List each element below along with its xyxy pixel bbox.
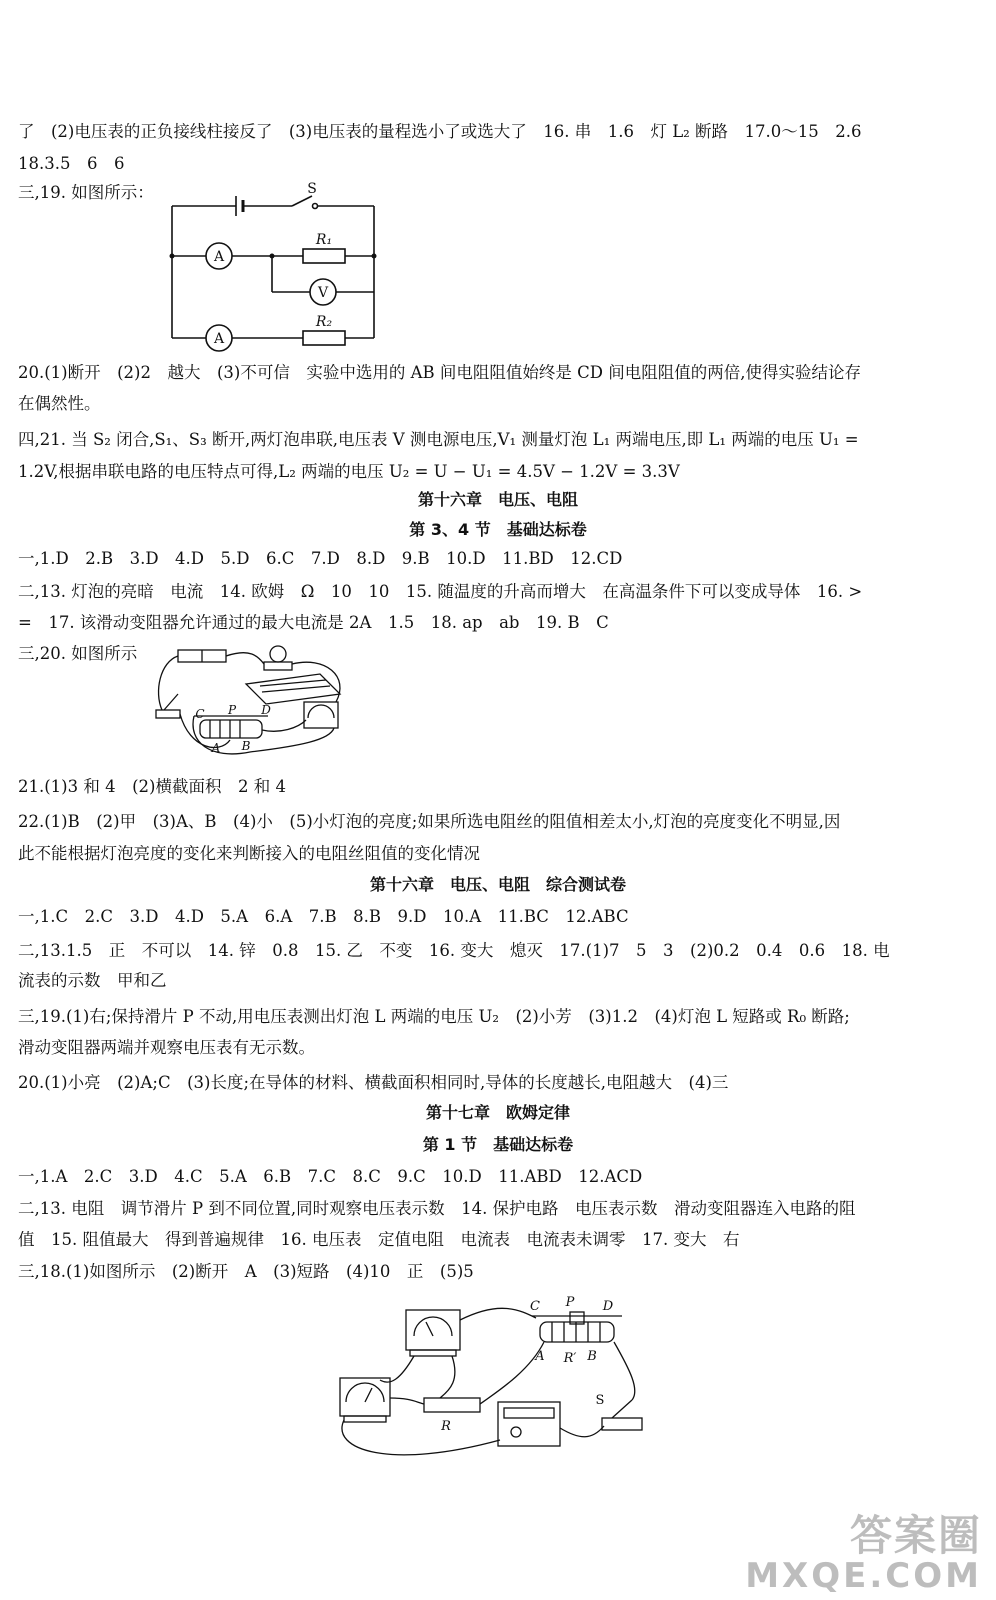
watermark-logo-text: 答案圈 xyxy=(849,1511,982,1560)
terminal-b-label: B xyxy=(587,1349,597,1364)
rheostat-rprime-label: R′ xyxy=(563,1351,577,1366)
apparatus-figure-18 xyxy=(330,1290,660,1480)
section-heading: 第 3、4 节 基础达标卷 xyxy=(409,520,587,539)
circuit-diagram-19 xyxy=(160,176,390,356)
chapter-heading: 第十六章 电压、电阻 综合测试卷 xyxy=(369,875,626,894)
answer-line: 三,19. 如图所示： xyxy=(18,183,154,202)
watermark xyxy=(745,1511,982,1596)
answer-line: 一,1.C 2.C 3.D 4.D 5.A 6.A 7.B 8.B 9.D 10.A 11.BC 12.ABC xyxy=(18,907,629,926)
answer-line: 22.(1)B (2)甲 (3)A、B (4)小 (5)小灯泡的亮度;如果所选电阻丝的阻值相差太小,灯泡的亮度变化不明显,因 xyxy=(18,812,841,831)
apparatus-figure-20 xyxy=(150,642,360,762)
resistor-r1-label: R₁ xyxy=(315,232,333,248)
answer-line: 三,19.(1)右;保持滑片 P 不动,用电压表测出灯泡 L 两端的电压 U₂ (2)小芳 (3)1.2 (4)灯泡 L 短路或 R₀ 断路; xyxy=(18,1007,850,1026)
resistor-r-label: R xyxy=(441,1419,451,1434)
answer-line: = 17. 该滑动变阻器允许通过的最大电流是 2A 1.5 18. ap ab 19. B C xyxy=(18,613,609,632)
terminal-c-label: C xyxy=(195,707,205,721)
answer-line: 了 (2)电压表的正负接线柱接反了 (3)电压表的量程选小了或选大了 16. 串 1.6 灯 L₂ 断路 17.0～15 2.6 xyxy=(18,122,862,141)
answer-line: 1.2V,根据串联电路的电压特点可得,L₂ 两端的电压 U₂ = U − U₁ = 4.5V − 1.2V = 3.3V xyxy=(18,462,680,481)
answer-line: 一,1.A 2.C 3.D 4.C 5.A 6.B 7.C 8.C 9.C 10.D 11.ABD 12.ACD xyxy=(18,1167,643,1186)
answer-line: 三,18.(1)如图所示 (2)断开 A (3)短路 (4)10 正 (5)5 xyxy=(18,1262,474,1281)
chapter-heading: 第十七章 欧姆定律 xyxy=(425,1103,570,1122)
switch-label: S xyxy=(595,1393,605,1408)
chapter-heading: 第十六章 电压、电阻 xyxy=(417,490,578,509)
resistor-r2-label: R₂ xyxy=(315,314,333,330)
watermark-url: MXQE.COM xyxy=(745,1556,982,1596)
answer-line: 一,1.D 2.B 3.D 4.D 5.D 6.C 7.D 8.D 9.B 10.D 11.BD 12.CD xyxy=(18,549,623,568)
answer-line: 流表的示数 甲和乙 xyxy=(18,971,167,990)
terminal-b-label: B xyxy=(241,739,251,753)
answer-line: 18.3.5 6 6 xyxy=(18,154,125,173)
terminal-c-label: C xyxy=(530,1299,540,1314)
answer-line: 滑动变阻器两端并观察电压表有无示数。 xyxy=(18,1038,315,1057)
slider-p-label: P xyxy=(565,1295,575,1310)
terminal-a-label: A xyxy=(535,1349,545,1364)
answer-line: 四,21. 当 S₂ 闭合,S₁、S₃ 断开,两灯泡串联,电压表 V 测电源电压,V₁ 测量灯泡 L₁ 两端电压,即 L₁ 两端的电压 U₁ = xyxy=(18,430,859,449)
answer-line: 二,13. 灯泡的亮暗 电流 14. 欧姆 Ω 10 10 15. 随温度的升高而增大 在高温条件下可以变成导体 16. > xyxy=(18,582,863,601)
terminal-a-label: A xyxy=(211,741,221,755)
answer-line: 二,13. 电阻 调节滑片 P 到不同位置,同时观察电压表示数 14. 保护电路 电压表示数 滑动变阻器连入电路的阻 xyxy=(18,1199,856,1218)
section-heading: 第 1 节 基础达标卷 xyxy=(422,1135,574,1154)
answer-line: 20.(1)断开 (2)2 越大 (3)不可信 实验中选用的 AB 间电阻阻值始终是 CD 间电阻阻值的两倍,使得实验结论存 xyxy=(18,363,861,382)
switch-label: S xyxy=(307,181,317,197)
answer-line: 此不能根据灯泡亮度的变化来判断接入的电阻丝阻值的变化情况 xyxy=(18,844,480,863)
ammeter-symbol: A xyxy=(213,249,225,265)
ammeter-symbol: A xyxy=(213,331,225,347)
answer-line: 21.(1)3 和 4 (2)横截面积 2 和 4 xyxy=(18,777,286,796)
terminal-d-label: D xyxy=(602,1299,614,1314)
answer-line: 在偶然性。 xyxy=(18,394,101,413)
terminal-d-label: D xyxy=(261,703,271,717)
answer-line: 值 15. 阻值最大 得到普遍规律 16. 电压表 定值电阻 电流表 电流表未调零 17. 变大 右 xyxy=(18,1230,740,1249)
answer-line: 20.(1)小亮 (2)A;C (3)长度;在导体的材料、横截面积相同时,导体的长度越长,电阻越大 (4)三 xyxy=(18,1073,729,1092)
answer-line: 二,13.1.5 正 不可以 14. 锌 0.8 15. 乙 不变 16. 变大 熄灭 17.(1)7 5 3 (2)0.2 0.4 0.6 18. 电 xyxy=(18,941,890,960)
slider-p-label: P xyxy=(227,703,237,717)
answer-line: 三,20. 如图所示 xyxy=(18,644,138,663)
voltmeter-symbol: V xyxy=(317,285,329,301)
